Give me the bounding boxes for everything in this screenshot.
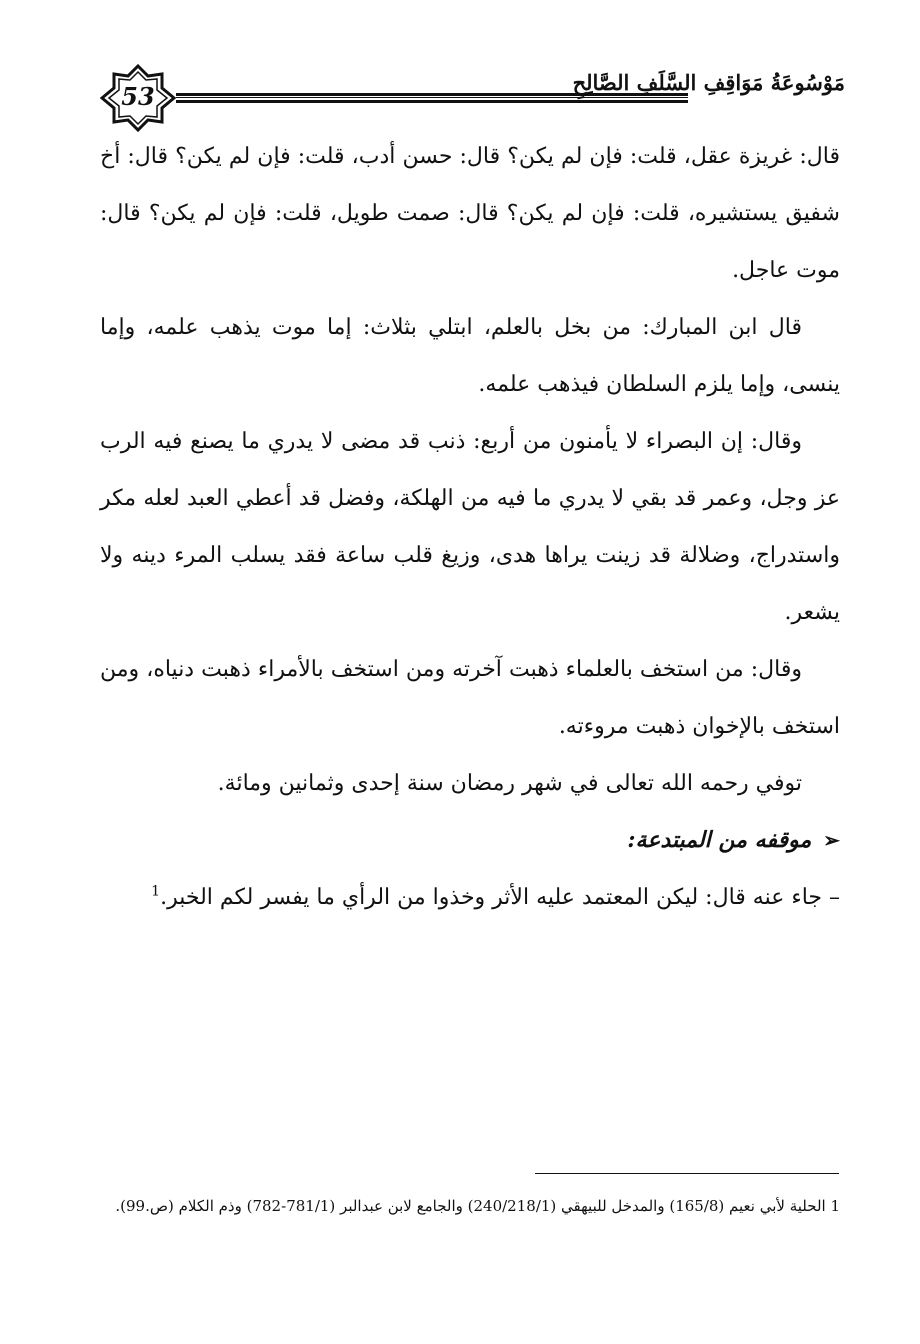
paragraph: قال ابن المبارك: من بخل بالعلم، ابتلي بثلاث: إما موت يذهب علمه، وإما ينسى، وإما يلزم السلطان فيذهب علمه. <box>100 315 840 397</box>
paragraph: وقال: من استخف بالعلماء ذهبت آخرته ومن استخف بالأمراء ذهبت دنياه، ومن استخف بالإخوان ذهبت مروءته. <box>100 657 840 739</box>
quote-paragraph <box>100 869 840 926</box>
page-number-badge <box>100 64 176 132</box>
paragraph: وقال: إن البصراء لا يأمنون من أربع: ذنب قد مضى لا يدري ما يصنع فيه الرب عز وجل، وعمر قد بقي لا يدري ما فيه من الهلكة، وفضل قد أعطي العبد لعله مكر واستدراج، وضلالة قد زينت يراها هدى، وزيغ قلب ساعة فقد يسلب المرء دينه ولا يشعر. <box>100 429 840 625</box>
main-text <box>100 128 840 926</box>
footnote-divider <box>535 1173 839 1174</box>
quote-text: – جاء عنه قال: ليكن المعتمد عليه الأثر وخذوا من الرأي ما يفسر لكم الخبر. <box>160 885 840 910</box>
arrow-bullet-icon: ➢ <box>823 828 840 852</box>
paragraph: قال: غريزة عقل، قلت: فإن لم يكن؟ قال: حسن أدب، قلت: فإن لم يكن؟ قال: أخ شفيق يستشيره، قلت: فإن لم يكن؟ قال: صمت طويل، قلت: فإن لم يكن؟ قال: موت عاجل. <box>100 144 840 283</box>
paragraph: توفي رحمه الله تعالى في شهر رمضان سنة إحدى وثمانين ومائة. <box>217 771 802 796</box>
footnote: 1 الحلية لأبي نعيم (165/8) والمدخل للبيهقي (240/218/1) والجامع لابن عبدالبر (781/1-782) وذم الكلام (ص.99). <box>115 1197 840 1215</box>
page-number: 53 <box>121 82 155 111</box>
section-heading <box>100 812 840 869</box>
section-heading-text: موقفه من المبتدعة: <box>627 827 812 853</box>
footnote-reference[interactable]: 1 <box>151 883 161 900</box>
page-header <box>100 62 845 134</box>
book-title: مَوْسُوعَةُ مَوَاقِفِ السَّلَفِ الصَّالِحِ <box>572 70 845 95</box>
